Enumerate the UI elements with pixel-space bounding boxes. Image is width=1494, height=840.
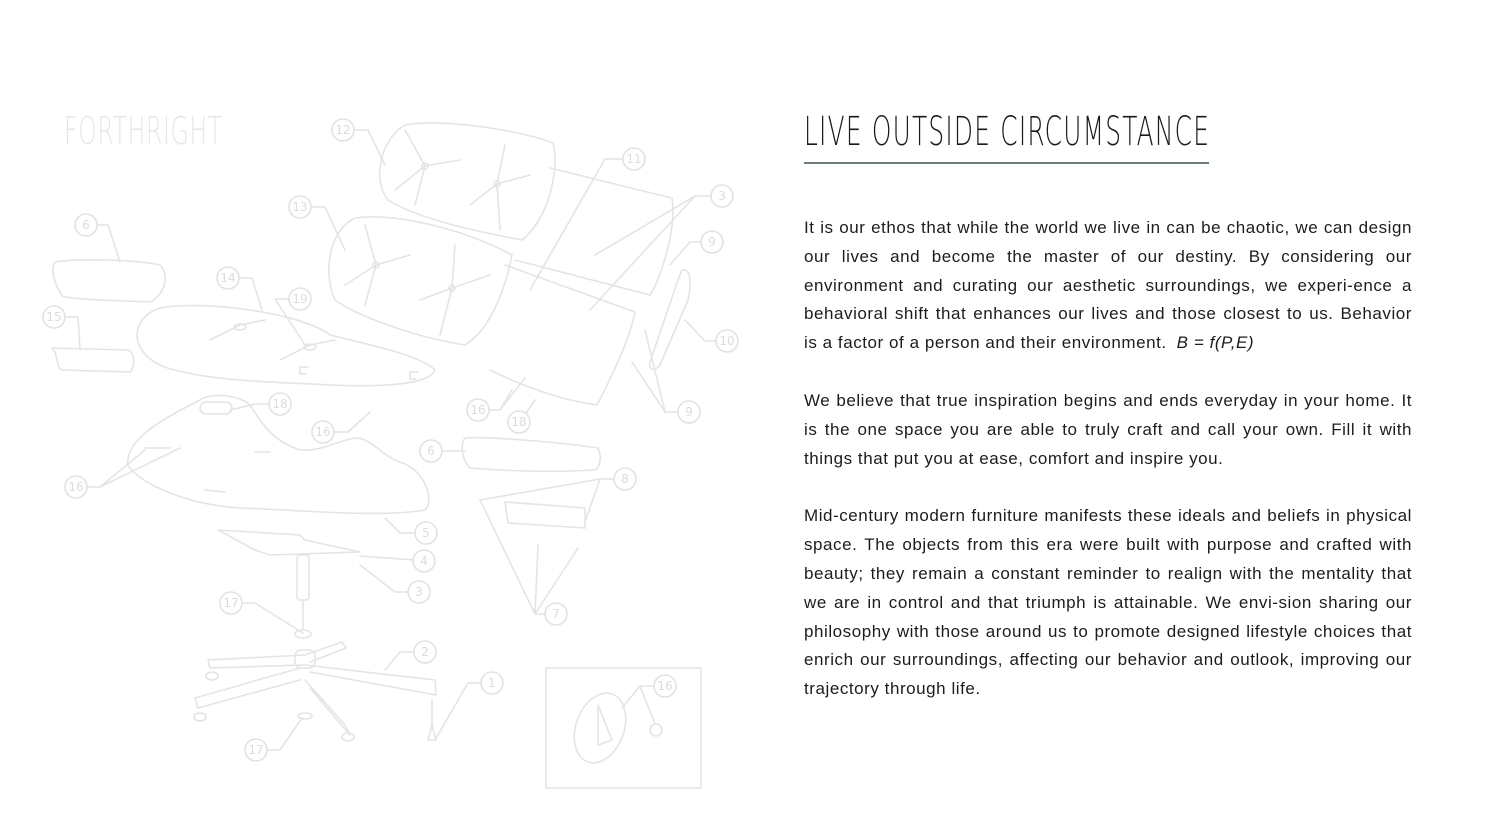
svg-text:18: 18 (511, 415, 527, 429)
inset-detail-box (546, 668, 701, 788)
svg-text:16: 16 (315, 425, 331, 439)
brand-logo: FORTHRIGHT (64, 109, 223, 153)
back-cushion (329, 217, 512, 345)
armrest-bracket-right (505, 502, 585, 528)
svg-text:15: 15 (46, 310, 62, 324)
svg-text:16: 16 (470, 403, 486, 417)
svg-text:3: 3 (415, 585, 423, 599)
svg-text:18: 18 (272, 397, 288, 411)
callout-18 (269, 393, 291, 415)
svg-text:5: 5 (422, 526, 430, 540)
callout-10 (716, 330, 738, 352)
svg-text:16: 16 (657, 679, 673, 693)
armrest-left (53, 260, 165, 302)
paragraph-mid-century: Mid-century modern furniture manifests these ideals and beliefs in physical space. The objects from this era were built with purpose and crafted with beauty; they remain a constant reminder to realign with the mentality that we are in control and that triumph is attainable. We envi-sion sharing our philosophy with those around us to promote designed lifestyle choices that enrich our surroundings, affecting our behavior and outlook, improving our trajectory through life. (804, 506, 1412, 699)
callout-2 (414, 641, 436, 663)
chair-base (194, 642, 436, 741)
callout-14 (217, 267, 239, 289)
callout-9b (678, 401, 700, 423)
svg-text:6: 6 (82, 218, 90, 232)
svg-text:2: 2 (421, 645, 429, 659)
callout-6b (420, 440, 442, 462)
svg-text:9: 9 (708, 235, 716, 249)
chair-diagram-svg (40, 110, 760, 800)
svg-text:3: 3 (718, 189, 726, 203)
page-title: LIVE OUTSIDE CIRCUMSTANCE (804, 109, 1211, 155)
callout-17b (245, 739, 267, 761)
article (804, 109, 1412, 704)
svg-text:16: 16 (68, 480, 84, 494)
callout-12 (332, 119, 354, 141)
callout-18b (508, 411, 530, 433)
callout-11 (623, 148, 645, 170)
swivel-plate (218, 530, 360, 555)
armrest-bracket-left (52, 348, 134, 372)
callout-16d (654, 675, 676, 697)
callout-3b (408, 581, 430, 603)
callout-9 (701, 231, 723, 253)
paragraph-ethos: It is our ethos that while the world we live in can be chaotic, we can design our lives and become the master of our destiny. By considering our environment and curating our aesthetic surroundings, we experi-ence a behavioral shift that enhances our lives and those closest to us. Behavior is a factor of a person and their environment. B = f(P,E) (804, 218, 1412, 353)
callout-3 (711, 185, 733, 207)
formula: B = f(P,E) (1176, 333, 1255, 353)
callout-13 (289, 196, 311, 218)
callout-17 (220, 592, 242, 614)
svg-text:6: 6 (427, 444, 435, 458)
callouts (43, 119, 738, 761)
svg-text:8: 8 (621, 472, 629, 486)
callout-5 (415, 522, 437, 544)
svg-text:1: 1 (488, 676, 496, 690)
callout-16c (467, 399, 489, 421)
callout-16b (312, 421, 334, 443)
svg-text:17: 17 (223, 596, 239, 610)
callout-15 (43, 306, 65, 328)
svg-text:12: 12 (335, 123, 351, 137)
callout-6 (75, 214, 97, 236)
svg-text:10: 10 (719, 334, 735, 348)
title-underline (804, 109, 1211, 164)
svg-text:11: 11 (626, 152, 642, 166)
svg-text:13: 13 (292, 200, 308, 214)
callout-1 (481, 672, 503, 694)
svg-text:14: 14 (220, 271, 236, 285)
callout-7 (545, 603, 567, 625)
svg-text:4: 4 (420, 554, 428, 568)
chair-exploded-diagram (40, 110, 760, 800)
callout-16 (65, 476, 87, 498)
svg-text:19: 19 (292, 292, 308, 306)
armrest-right (462, 438, 600, 472)
callout-8 (614, 468, 636, 490)
paragraph-inspiration: We believe that true inspiration begins and ends everyday in your home. It is the one space you are able to truly craft and call your own. Fill it with things that put you at ease, comfort and inspire you. (804, 390, 1412, 468)
svg-text:9: 9 (685, 405, 693, 419)
callout-4 (413, 550, 435, 572)
callout-19 (289, 288, 311, 310)
svg-text:17: 17 (248, 743, 264, 757)
svg-text:7: 7 (552, 607, 560, 621)
